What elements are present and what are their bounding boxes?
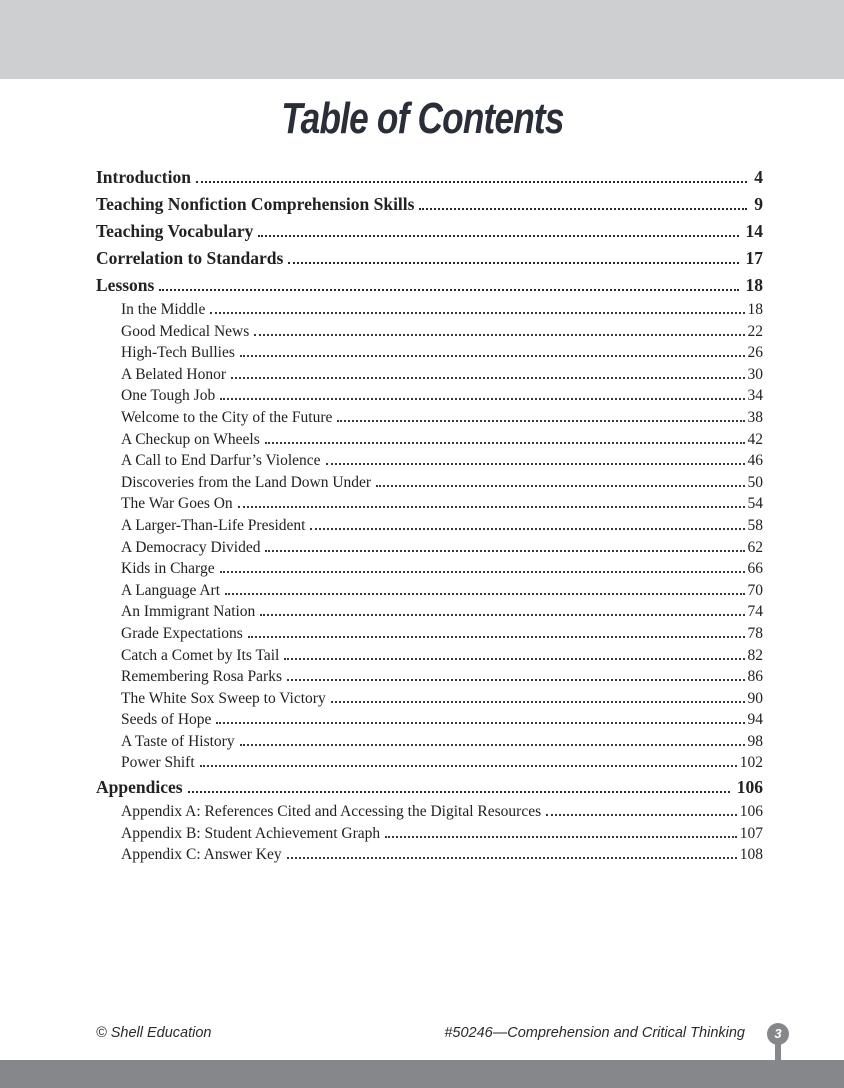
toc-entry-page: 78 bbox=[747, 624, 763, 642]
toc-dot-leader bbox=[240, 355, 745, 357]
toc-entry-label: Grade Expectations bbox=[121, 624, 243, 642]
toc-entry bbox=[96, 558, 763, 580]
toc-entry-label: Discoveries from the Land Down Under bbox=[121, 473, 372, 491]
toc-entry-label: Remembering Rosa Parks bbox=[121, 668, 283, 686]
toc-entry-label: A Call to End Darfur’s Violence bbox=[121, 452, 321, 470]
toc-entry-page: 26 bbox=[747, 344, 763, 362]
footer-copyright: © Shell Education bbox=[96, 1025, 212, 1041]
toc-entry bbox=[96, 272, 763, 299]
toc-entry bbox=[96, 666, 763, 688]
toc-entry bbox=[96, 493, 763, 515]
toc-entry bbox=[96, 342, 763, 364]
toc-entry bbox=[96, 429, 763, 451]
toc-dot-leader bbox=[376, 485, 744, 487]
toc-dot-leader bbox=[159, 289, 738, 291]
toc-dot-leader bbox=[385, 836, 737, 838]
toc-entry bbox=[96, 823, 763, 845]
toc-entry-label: In the Middle bbox=[121, 301, 206, 318]
toc-entry-label: High-Tech Bullies bbox=[121, 344, 235, 362]
toc-entry-label: A Checkup on Wheels bbox=[121, 430, 260, 448]
toc-entry-page: 30 bbox=[747, 365, 763, 383]
toc-dot-leader bbox=[419, 208, 747, 210]
toc-entry-page: 58 bbox=[747, 516, 763, 534]
footer-band bbox=[0, 1060, 844, 1088]
toc-dot-leader bbox=[254, 334, 744, 336]
toc-entry-page: 34 bbox=[747, 387, 763, 405]
toc-entry-label: Kids in Charge bbox=[121, 560, 215, 578]
toc-entry-page: 86 bbox=[747, 668, 763, 686]
toc-dot-leader bbox=[265, 442, 745, 444]
toc-entry bbox=[96, 623, 763, 645]
toc-entry bbox=[96, 450, 763, 472]
toc-entry-label: Appendices bbox=[96, 777, 183, 798]
toc-dot-leader bbox=[231, 377, 744, 379]
toc-entry-page: 66 bbox=[747, 560, 763, 578]
toc-entry-label: Power Shift bbox=[121, 754, 195, 772]
toc-entry-label: Good Medical News bbox=[121, 322, 250, 340]
toc-entry bbox=[96, 774, 763, 801]
toc-entry-label: Catch a Comet by Its Tail bbox=[121, 646, 280, 664]
toc-entry-page: 17 bbox=[745, 248, 763, 268]
toc-entry bbox=[96, 515, 763, 537]
toc-entry-label: Appendix B: Student Achievement Graph bbox=[121, 824, 381, 842]
toc-entry bbox=[96, 601, 763, 623]
toc-entry-label: A Language Art bbox=[121, 581, 221, 599]
toc-entry-page: 9 bbox=[754, 194, 763, 214]
toc-entry-label: Appendix C: Answer Key bbox=[121, 846, 282, 864]
toc-dot-leader bbox=[258, 235, 738, 237]
toc-dot-leader bbox=[284, 658, 744, 660]
toc-dot-leader bbox=[216, 722, 744, 724]
toc-entry bbox=[96, 580, 763, 602]
toc-entry-label: An Immigrant Nation bbox=[121, 603, 256, 621]
toc-list bbox=[96, 164, 763, 866]
toc-dot-leader bbox=[310, 528, 744, 530]
toc-entry bbox=[96, 407, 763, 429]
toc-entry-page: 98 bbox=[747, 732, 763, 750]
toc-entry-page: 70 bbox=[747, 581, 763, 599]
toc-dot-leader bbox=[238, 506, 745, 508]
toc-entry-label: Teaching Nonfiction Comprehension Skills bbox=[96, 194, 415, 214]
toc-entry-page: 102 bbox=[739, 754, 763, 772]
toc-entry-label: Seeds of Hope bbox=[121, 711, 212, 729]
toc-entry-label: Correlation to Standards bbox=[96, 248, 284, 268]
toc-entry-page: 18 bbox=[745, 275, 763, 295]
toc-entry bbox=[96, 191, 763, 218]
toc-entry-label: Appendix A: References Cited and Accessing the Digital Resources bbox=[121, 803, 542, 821]
toc-entry-label: Introduction bbox=[96, 167, 191, 187]
toc-entry bbox=[96, 164, 763, 191]
toc-dot-leader bbox=[287, 857, 737, 859]
toc-entry-page: 14 bbox=[745, 221, 763, 241]
toc-dot-leader bbox=[248, 636, 745, 638]
page-number-badge: 3 bbox=[767, 1023, 789, 1045]
toc-dot-leader bbox=[220, 398, 744, 400]
toc-entry-page: 106 bbox=[736, 777, 763, 798]
toc-dot-leader bbox=[200, 765, 737, 767]
toc-entry-label: A Taste of History bbox=[121, 732, 235, 750]
page-title: Table of Contents bbox=[280, 94, 564, 143]
toc-entry-page: 54 bbox=[747, 495, 763, 513]
toc-entry bbox=[96, 299, 763, 321]
toc-entry bbox=[96, 801, 763, 823]
toc-entry-page: 90 bbox=[747, 689, 763, 707]
toc-entry bbox=[96, 218, 763, 245]
toc-dot-leader bbox=[210, 312, 744, 314]
page-title-wrap bbox=[0, 94, 844, 144]
toc-dot-leader bbox=[326, 463, 745, 465]
toc-entry bbox=[96, 472, 763, 494]
toc-entry-page: 18 bbox=[747, 301, 763, 318]
toc-entry-page: 107 bbox=[739, 824, 763, 842]
toc-entry-label: One Tough Job bbox=[121, 387, 216, 405]
toc-entry bbox=[96, 245, 763, 272]
toc-dot-leader bbox=[288, 262, 738, 264]
toc-entry-label: A Larger-Than-Life President bbox=[121, 516, 306, 534]
toc-entry-label: The War Goes On bbox=[121, 495, 233, 513]
toc-dot-leader bbox=[337, 420, 744, 422]
toc-dot-leader bbox=[188, 791, 730, 793]
toc-entry-page: 42 bbox=[747, 430, 763, 448]
toc-dot-leader bbox=[265, 550, 744, 552]
toc-dot-leader bbox=[260, 614, 744, 616]
header-band bbox=[0, 0, 844, 79]
toc-entry-page: 94 bbox=[747, 711, 763, 729]
toc-entry bbox=[96, 321, 763, 343]
toc-entry bbox=[96, 385, 763, 407]
toc-entry-label: Lessons bbox=[96, 275, 155, 295]
toc-dot-leader bbox=[287, 679, 744, 681]
toc-entry bbox=[96, 364, 763, 386]
toc-entry-label: A Democracy Divided bbox=[121, 538, 261, 556]
toc-dot-leader bbox=[331, 701, 745, 703]
toc-entry-label: Welcome to the City of the Future bbox=[121, 408, 333, 426]
toc-dot-leader bbox=[220, 571, 745, 573]
footer-book-id: #50246—Comprehension and Critical Thinking bbox=[444, 1025, 745, 1041]
toc-entry-page: 74 bbox=[747, 603, 763, 621]
toc-entry bbox=[96, 844, 763, 866]
toc-entry-page: 4 bbox=[754, 167, 763, 187]
toc-entry-label: A Belated Honor bbox=[121, 365, 227, 383]
toc-dot-leader bbox=[546, 814, 737, 816]
toc-entry-page: 82 bbox=[747, 646, 763, 664]
toc-entry bbox=[96, 537, 763, 559]
toc-entry-label: Teaching Vocabulary bbox=[96, 221, 254, 241]
toc-entry-label: The White Sox Sweep to Victory bbox=[121, 689, 326, 707]
toc-entry-page: 22 bbox=[747, 322, 763, 340]
toc-entry bbox=[96, 709, 763, 731]
toc-entry bbox=[96, 688, 763, 710]
toc-dot-leader bbox=[240, 744, 745, 746]
toc-entry bbox=[96, 752, 763, 774]
toc-entry-page: 106 bbox=[739, 803, 763, 821]
toc-dot-leader bbox=[225, 593, 744, 595]
toc-entry bbox=[96, 645, 763, 667]
toc-entry-page: 46 bbox=[747, 452, 763, 470]
toc-dot-leader bbox=[196, 181, 747, 183]
page-number-badge-stem bbox=[775, 1042, 781, 1062]
toc-entry-page: 62 bbox=[747, 538, 763, 556]
toc-entry bbox=[96, 731, 763, 753]
toc-entry-page: 38 bbox=[747, 408, 763, 426]
toc-entry-page: 108 bbox=[739, 846, 763, 864]
toc-entry-page: 50 bbox=[747, 473, 763, 491]
